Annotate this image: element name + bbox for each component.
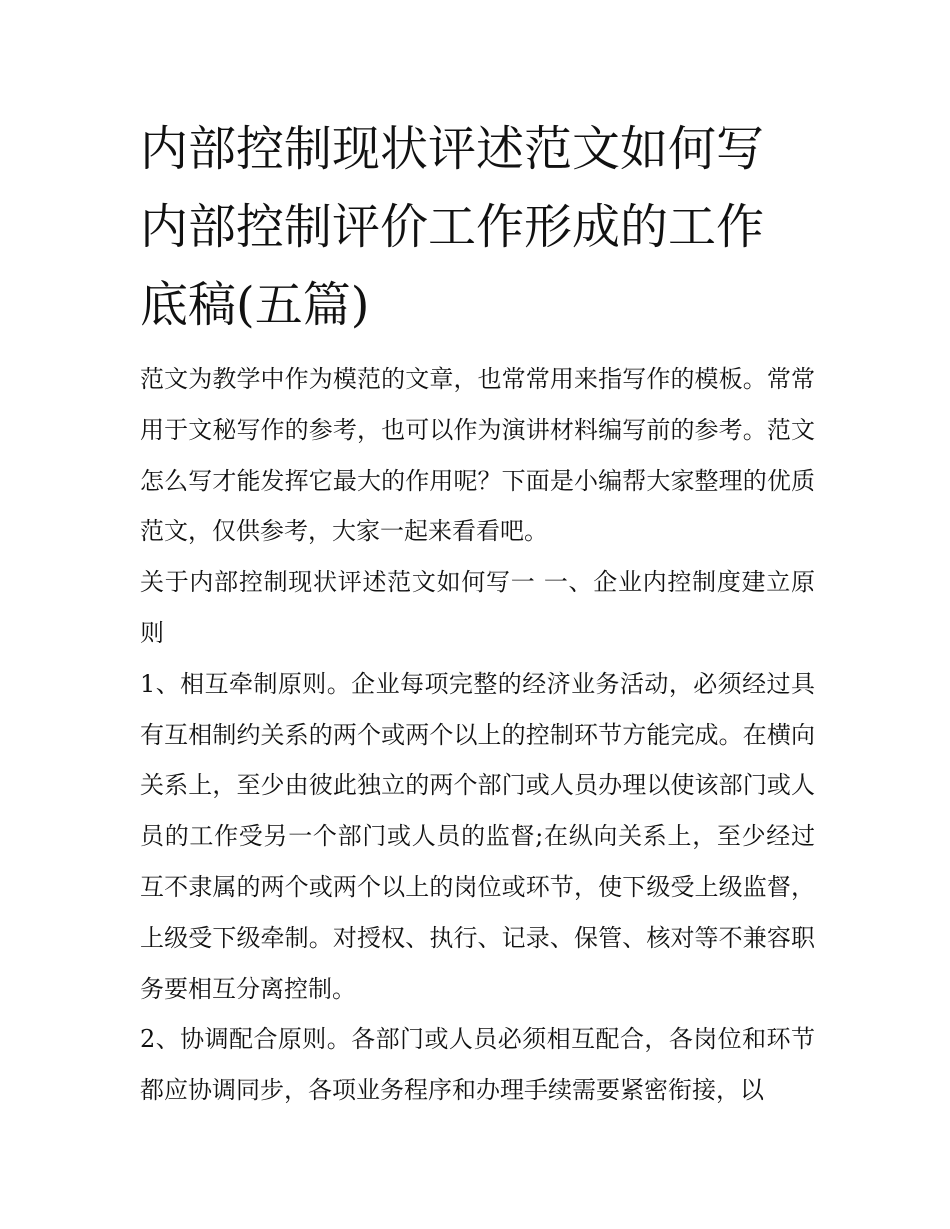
- intro-paragraph: 范文为教学中作为模范的文章，也常常用来指写作的模板。常常用于文秘写作的参考，也可以作为演讲材料编写前的参考。范文怎么写才能发挥它最大的作用呢？下面是小编帮大家整理的优质范文，仅供参考，大家一起来看看吧。: [140, 365, 815, 546]
- title-line: 底稿(五篇): [140, 277, 370, 333]
- document-title: [140, 110, 815, 344]
- principle-1-paragraph: 1、相互牵制原则。企业每项完整的经济业务活动，必须经过具有互相制约关系的两个或两个以上的控制环节方能完成。在横向关系上，至少由彼此独立的两个部门或人员办理以使该部门或人员的工作受另一个部门或人员的监督;在纵向关系上，至少经过互不隶属的两个或两个以上的岗位或环节，使下级受上级监督，上级受下级牵制。对授权、执行、记录、保管、核对等不兼容职务要相互分离控制。: [140, 669, 815, 1003]
- principle-2-paragraph: 2、协调配合原则。各部门或人员必须相互配合，各岗位和环节都应协调同步，各项业务程序和办理手续需要紧密衔接，以: [140, 1025, 815, 1105]
- title-line: 内部控制评价工作形成的工作: [140, 199, 765, 255]
- title-line: 内部控制现状评述范文如何写: [140, 121, 765, 177]
- document-page: [140, 110, 815, 1116]
- document-body: [140, 354, 815, 1116]
- section-heading-paragraph: 关于内部控制现状评述范文如何写一 一、企业内控制度建立原则: [140, 568, 815, 647]
